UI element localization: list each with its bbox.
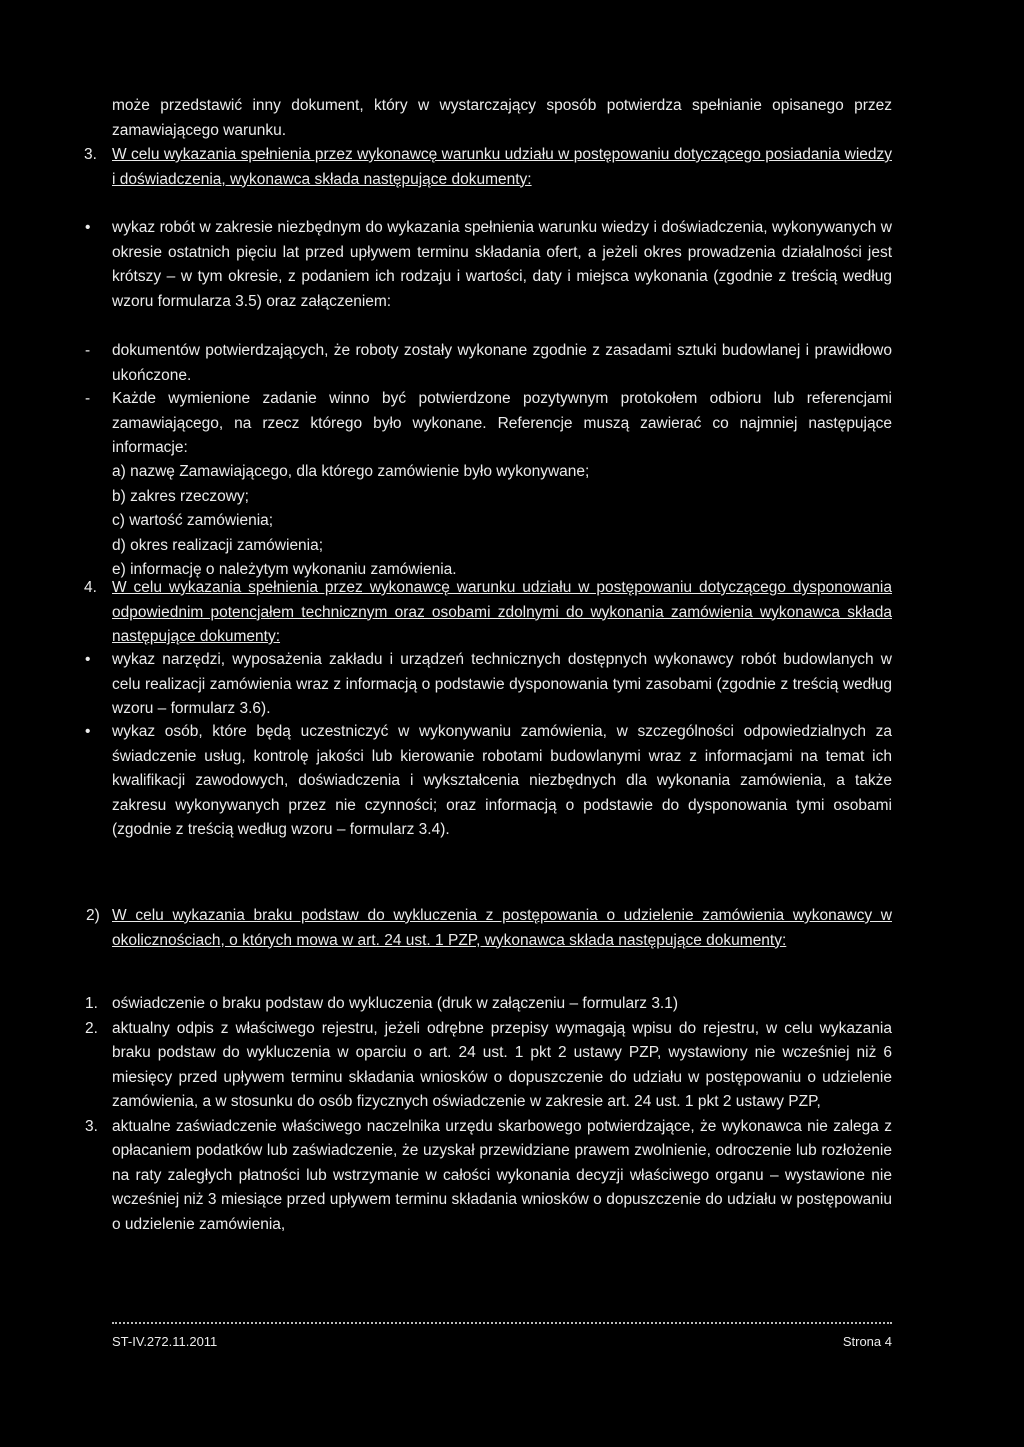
list-item: 1. oświadczenie o braku podstaw do wykluczenia (druk w załączeniu – formularz 3.1): [85, 995, 679, 1012]
page-number: Strona 4: [842, 1334, 892, 1349]
section-3-bullet-2: [85, 339, 892, 388]
section-3-heading-text: W celu wykazania spełnienia przez wykonawcę warunku udziału w postępowaniu dotyczącego posiadania wiedzy i doświadczenia, wykonawca składa następujące dokumenty:: [112, 146, 892, 188]
document-reference: ST-IV.272.11.2011: [112, 1334, 218, 1349]
intro-text: może przedstawić inny dokument, który w wystarczający sposób potwierdza spełnianie opisanego przez zamawiającego warunku.: [112, 97, 892, 139]
section-3: [84, 143, 892, 192]
dash-bullet-icon: -: [85, 390, 91, 407]
list-item: c) wartość zamówienia;: [112, 512, 274, 529]
section-4-heading-text: W celu wykazania spełnienia przez wykonawcę warunku udziału w postępowaniu dotyczącego dysponowania odpowiednim potencjałem technicznym oraz osobami zdolnymi do wykonania zamówienia wykonawca składa następujące dokumenty:: [112, 579, 892, 645]
bullet-icon: •: [85, 219, 91, 236]
section-3-number: 3.: [84, 146, 97, 163]
part-2-heading-text: W celu wykazania braku podstaw do wykluczenia z postępowania o udzielenie zamówienia wykonawcy w okolicznościach, o których mowa w art. 24 ust. 1 PZP, wykonawca składa następujące dokumenty:: [112, 907, 892, 949]
list-item: 2. aktualny odpis z właściwego rejestru, jeżeli odrębne przepisy wymagają wpisu do rejestru, w celu wykazania braku podstaw do wykluczenia w oparciu o art. 24 ust. 1 pkt 2 ustawy PZP, wystawiony nie wcześniej niż 6 miesięcy przed upływem terminu składania wniosków o dopuszczenie do udziału w postępowaniu o udzielenie zamówienia, a w stosunku do osób fizycznych oświadczenie w zakresie art. 24 ust. 1 pkt 2 ustawy PZP,: [85, 1019, 892, 1110]
list-item: d) okres realizacji zamówienia;: [112, 536, 324, 554]
bullet-icon: •: [85, 723, 91, 740]
section-3-bullet-2-text: dokumentów potwierdzających, że roboty zostały wykonane zgodnie z zasadami sztuki budowlanej i prawidłowo ukończone.: [112, 342, 892, 384]
list-item: b) zakres rzeczowy;: [112, 487, 249, 505]
part-2-number: 2): [86, 907, 100, 924]
section-3-info-list: [112, 460, 892, 583]
section-4-bullet-1-text: wykaz narzędzi, wyposażenia zakładu i urządzeń technicznych dostępnych wykonawcy robót budowlanych w celu realizacji zamówienia wraz z informacją o podstawie dysponowania tymi zasobami (zgodnie z treścią według wzoru – formularz 3.6).: [112, 651, 892, 717]
part-2: [86, 904, 892, 953]
section-3-heading: [84, 143, 892, 192]
section-3-bullet-1: [85, 216, 892, 314]
section-3-bullet-3: [85, 387, 892, 461]
dash-bullet-icon: -: [85, 342, 91, 359]
section-4: [84, 576, 892, 650]
section-3-bullet-3-text: Każde wymienione zadanie winno być potwierdzone pozytywnym protokołem odbioru lub referencjami zamawiającego, na rzecz którego było wykonane. Referencje muszą zawierać co najmniej następujące informacje:: [112, 390, 892, 456]
section-4-bullet-2: [85, 720, 892, 843]
list-item: 3. aktualne zaświadczenie właściwego naczelnika urzędu skarbowego potwierdzające, że wykonawca nie zalega z opłacaniem podatków lub zaświadczenie, że uzyskał przewidziane prawem zwolnienie, odroczenie lub rozłożenie na raty zaległych płatności lub wstrzymanie w całości wykonania decyzji właściwego organu – wystawione nie wcześniej niż 3 miesiące przed upływem terminu składania wniosków o dopuszczenie do udziału w postępowaniu o udzielenie zamówienia,: [85, 1117, 892, 1233]
footer-divider: [112, 1322, 892, 1324]
section-3-bullet-1-text: wykaz robót w zakresie niezbędnym do wykazania spełnienia warunku wiedzy i doświadczenia, wykonywanych w okresie ostatnich pięciu lat przed upływem terminu składania ofert, a jeżeli okres prowadzenia działalności jest krótszy – w tym okresie, z podaniem ich rodzaju i wartości, daty i miejsca wykonania (zgodnie z treścią według wzoru formularza 3.5) oraz załączeniem:: [112, 219, 892, 310]
list-item: a) nazwę Zamawiającego, dla którego zamówienie było wykonywane;: [112, 463, 590, 480]
section-4-heading: [84, 576, 892, 650]
intro-paragraph: [112, 94, 892, 143]
section-4-bullet-1: [85, 648, 892, 722]
section-4-number: 4.: [84, 579, 97, 596]
bullet-icon: •: [85, 651, 91, 668]
list-item: e) informację o należytym wykonaniu zamówienia.: [112, 561, 457, 578]
part-2-list: [85, 992, 892, 1237]
part-2-heading: [86, 904, 892, 953]
section-4-bullet-2-text: wykaz osób, które będą uczestniczyć w wykonywaniu zamówienia, w szczególności odpowiedzialnych za świadczenie usług, kontrolę jakości lub kierowanie robotami budowlanymi wraz z informacjami na temat ich kwalifikacji zawodowych, doświadczenia i wykształcenia niezbędnych dla wykonania zamówienia, a także zakresu wykonywanych przez nie czynności; oraz informacją o podstawie do dysponowania tymi osobami (zgodnie z treścią według wzoru – formularz 3.4).: [112, 723, 892, 838]
